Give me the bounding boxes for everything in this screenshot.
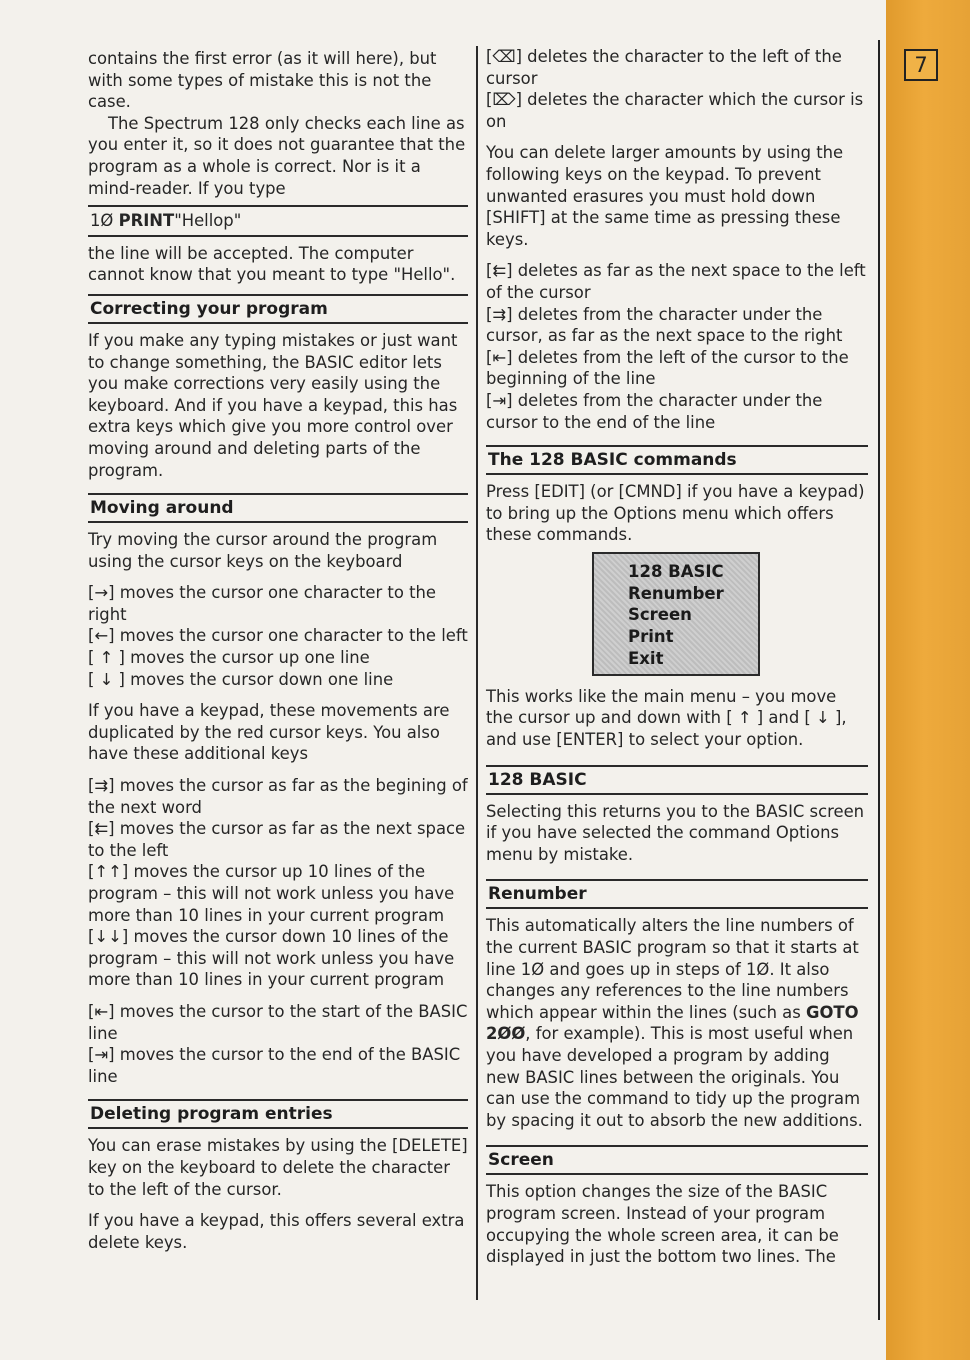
cursor-keys-list — [88, 582, 468, 690]
key-entry: [⇉] deletes from the character under the cursor, as far as the next space to the right — [486, 304, 843, 346]
heading-128-basic: 128 BASIC — [486, 765, 868, 795]
key-entry: [⇇] moves the cursor as far as the next space to the left — [88, 819, 466, 860]
code-string: "Hellop" — [174, 211, 242, 231]
paragraph-larger-amounts: You can delete larger amounts by using the following keys on the keypad. To prevent unwanted erasures you must hold down [SHIFT] at the same time as pressing these keys. — [486, 143, 844, 249]
paragraph-128-basic: Selecting this returns you to the BASIC screen if you have selected the command Options menu by mistake. — [486, 801, 865, 864]
right-column — [486, 46, 868, 1268]
paragraph-commands: Press [EDIT] (or [CMND] if you have a keypad) to bring up the Options menu which offers these commands. — [486, 482, 865, 545]
paragraph-correcting: If you make any typing mistakes or just want to change something, the BASIC editor lets you make corrections very easily using the keyboard. And if you have a keypad, this has extra keys which give you more control over moving around and deleting parts of the program. — [88, 330, 458, 480]
column-divider — [476, 46, 478, 1300]
code-keyword: PRINT — [118, 211, 175, 231]
code-line-number: 1Ø — [90, 211, 114, 231]
paragraph-delete-key: You can erase mistakes by using the [DELETE] key on the keyboard to delete the character to the left of the cursor. — [88, 1136, 468, 1199]
renumber-text-b: , for example). This is most useful when you have developed a program by adding new BASIC lines between the originals. You can use the command to tidy up the program by spacing it out to absorb the new additions. — [486, 1024, 863, 1130]
paragraph-spectrum-checks: The Spectrum 128 only checks each line as you enter it, so it does not guarantee that the program as a whole is correct. Nor is it a mind-reader. If you type — [88, 113, 466, 198]
key-entry: [⇉] moves the cursor as far as the begining of the next word — [88, 776, 468, 817]
menu-item: Screen — [628, 605, 692, 625]
options-menu-illustration — [592, 552, 760, 676]
heading-screen: Screen — [486, 1145, 868, 1175]
page-number: 7 — [904, 49, 938, 81]
heading-correcting: Correcting your program — [88, 294, 468, 324]
key-entry: [ ↑ ] moves the cursor up one line — [88, 648, 370, 668]
menu-item: Renumber — [628, 583, 724, 603]
line-keys-list — [88, 1001, 468, 1087]
code-example — [88, 205, 468, 237]
paragraph-line-accepted: the line will be accepted. The computer cannot know that you meant to type "Hello". — [88, 243, 456, 285]
shift-delete-keys-list — [486, 260, 868, 433]
renumber-text-a: This automatically alters the line numbers of the current BASIC program so that it starts at line 1Ø and goes up in steps of 1Ø. It also changes any references to the line numbers which appear within the lines (such as — [486, 916, 859, 1022]
paragraph-extra-delete: If you have a keypad, this offers several extra delete keys. — [88, 1211, 465, 1252]
key-entry: [⇤] moves the cursor to the start of the BASIC line — [88, 1001, 468, 1043]
paragraph-first-error: contains the first error (as it will here), but with some types of mistake this is not the case. — [88, 49, 437, 112]
paragraph-keypad: If you have a keypad, these movements are duplicated by the red cursor keys. You also have these additional keys — [88, 701, 450, 764]
key-entry: [←] moves the cursor one character to the left — [88, 626, 468, 646]
key-entry: [⌦] deletes the character which the cursor is on — [486, 90, 864, 131]
key-entry: [⇥] deletes from the character under the cursor to the end of the line — [486, 390, 823, 432]
menu-item: Exit — [628, 649, 664, 669]
key-entry: [↑↑] moves the cursor up 10 lines of the program – this will not work unless you have more than 10 lines in your current program — [88, 862, 455, 925]
renumber-keyword: GOTO 2ØØ — [486, 1002, 859, 1044]
key-entry: [ ↓ ] moves the cursor down one line — [88, 669, 394, 689]
page-edge-rule — [878, 40, 880, 1320]
key-entry: [⌫] deletes the character to the left of the cursor — [486, 47, 842, 88]
key-entry: [↓↓] moves the cursor down 10 lines of the program – this will not work unless you have more than 10 lines in your current program — [88, 927, 455, 990]
heading-basic-commands: The 128 BASIC commands — [486, 445, 868, 475]
key-entry: [⇇] deletes as far as the next space to the left of the cursor — [486, 261, 866, 302]
heading-renumber: Renumber — [486, 879, 868, 909]
orange-chapter-tab — [886, 0, 970, 1360]
keypad-keys-list — [88, 775, 468, 991]
left-column — [88, 48, 468, 1253]
key-entry: [⇥] moves the cursor to the end of the BASIC line — [88, 1045, 461, 1086]
paragraph-moving: Try moving the cursor around the program using the cursor keys on the keyboard — [88, 530, 438, 571]
paragraph-renumber — [486, 915, 868, 1131]
heading-deleting: Deleting program entries — [88, 1099, 468, 1129]
menu-item: 128 BASIC — [628, 561, 724, 581]
heading-moving-around: Moving around — [88, 493, 468, 523]
key-entry: [⇤] deletes from the left of the cursor to the beginning of the line — [486, 347, 849, 389]
key-entry: [→] moves the cursor one character to the right — [88, 583, 436, 624]
menu-item: Print — [628, 627, 674, 647]
paragraph-menu-usage: This works like the main menu – you move the cursor up and down with [ ↑ ] and [ ↓ ], and use [ENTER] to select your option. — [486, 686, 847, 750]
delete-keys-list — [486, 46, 868, 132]
paragraph-screen: This option changes the size of the BASIC program screen. Instead of your program occupying the whole screen area, it can be displayed in just the bottom two lines. The — [486, 1182, 839, 1267]
